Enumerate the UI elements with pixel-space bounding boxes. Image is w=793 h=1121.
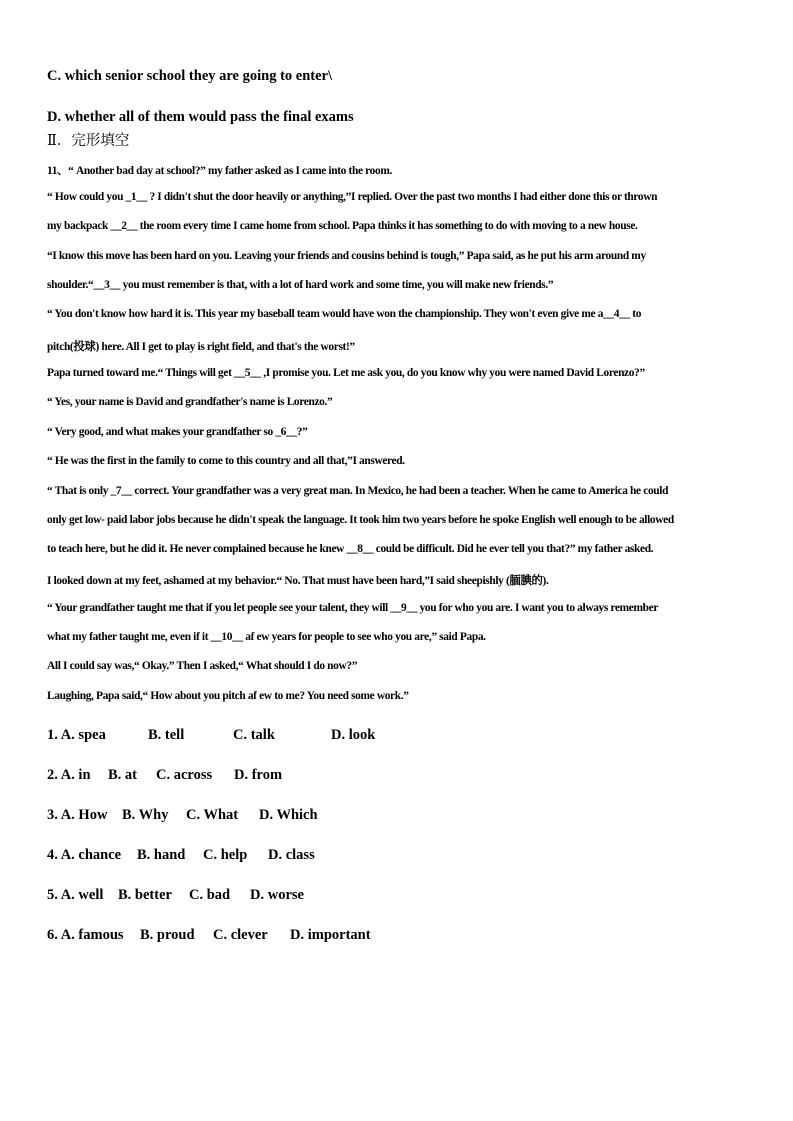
option-b: B. hand xyxy=(137,847,186,863)
passage-line: “ Very good, and what makes your grandfather so _6__?” xyxy=(47,426,308,438)
passage-line: “ Your grandfather taught me that if you let people see your talent, they will __9__ you for who you are. I want you to always remember xyxy=(47,602,659,614)
passage-line: what my father taught me, even if it __10__ af ew years for people to see who you are,” said Papa. xyxy=(47,631,486,643)
option-a: 6. A. famous xyxy=(47,927,124,943)
question-row xyxy=(47,847,315,864)
passage-line: “ He was the first in the family to come to this country and all that,”I answered. xyxy=(47,455,405,467)
option-b: B. proud xyxy=(140,927,195,943)
option-b: B. better xyxy=(118,887,172,903)
previous-option-d: D. whether all of them would pass the final exams xyxy=(47,109,354,125)
passage-line: “ You don't know how hard it is. This year my baseball team would have won the championship. They won't even give me a__4__ to xyxy=(47,308,642,320)
passage-line: 11、“ Another bad day at school?” my father asked as I came into the room. xyxy=(47,165,392,177)
passage-line: “ How could you _1__ ? I didn't shut the door heavily or anything,”I replied. Over the past two months I had either done this or thrown xyxy=(47,191,658,203)
option-c: C. bad xyxy=(189,887,231,903)
passage-line: All I could say was,“ Okay.” Then I asked,“ What should I do now?” xyxy=(47,660,358,672)
option-d: D. look xyxy=(331,727,376,743)
option-b: B. Why xyxy=(122,807,169,823)
section-title: Ⅱ．完形填空 xyxy=(47,133,130,149)
option-c: C. What xyxy=(186,807,239,823)
question-row xyxy=(47,767,282,784)
option-d: D. worse xyxy=(250,887,304,903)
passage-line: only get low- paid labor jobs because he didn't speak the language. It took him two years before he spoke English well enough to be allowed xyxy=(47,514,674,526)
option-b: B. at xyxy=(108,767,137,783)
passage-line: my backpack __2__ the room every time I came home from school. Papa thinks it has something to do with moving to a new house. xyxy=(47,220,638,232)
question-row xyxy=(47,887,304,904)
question-row xyxy=(47,807,318,824)
passage-line: I looked down at my feet, ashamed at my behavior.“ No. That must have been hard,”I said sheepishly (腼腆的). xyxy=(47,575,549,587)
option-a: 4. A. chance xyxy=(47,847,122,863)
passage-line: “ That is only _7__ correct. Your grandfather was a very great man. In Mexico, he had been a teacher. When he came to America he could xyxy=(47,485,669,497)
question-row xyxy=(47,927,371,944)
option-a: 1. A. spea xyxy=(47,727,106,743)
option-d: D. class xyxy=(268,847,315,863)
option-b: B. tell xyxy=(148,727,185,743)
option-a: 3. A. How xyxy=(47,807,108,823)
option-c: C. clever xyxy=(213,927,268,943)
passage-line: “ Yes, your name is David and grandfather's name is Lorenzo.” xyxy=(47,396,333,408)
option-a: 2. A. in xyxy=(47,767,91,783)
previous-option-c: C. which senior school they are going to enter\ xyxy=(47,68,333,84)
option-c: C. talk xyxy=(233,727,275,743)
passage-line: Laughing, Papa said,“ How about you pitch af ew to me? You need some work.” xyxy=(47,690,409,702)
option-d: D. Which xyxy=(259,807,318,823)
passage-line: Papa turned toward me.“ Things will get __5__ ,I promise you. Let me ask you, do you know why you were named David Lorenzo?” xyxy=(47,367,645,379)
passage-line: “I know this move has been hard on you. Leaving your friends and cousins behind is tough,” Papa said, as he put his arm around my xyxy=(47,250,646,262)
option-c: C. across xyxy=(156,767,213,783)
passage-line: shoulder.“__3__ you must remember is that, with a lot of hard work and some time, you will make new friends.” xyxy=(47,279,554,291)
option-c: C. help xyxy=(203,847,248,863)
option-d: D. from xyxy=(234,767,283,783)
passage-line: to teach here, but he did it. He never complained because he knew __8__ could be difficult. Did he ever tell you that?” my father asked. xyxy=(47,543,654,555)
passage-line: pitch(投球) here. All I get to play is right field, and that's the worst!” xyxy=(47,341,355,353)
option-d: D. important xyxy=(290,927,371,943)
option-a: 5. A. well xyxy=(47,887,104,903)
question-row xyxy=(47,727,375,744)
